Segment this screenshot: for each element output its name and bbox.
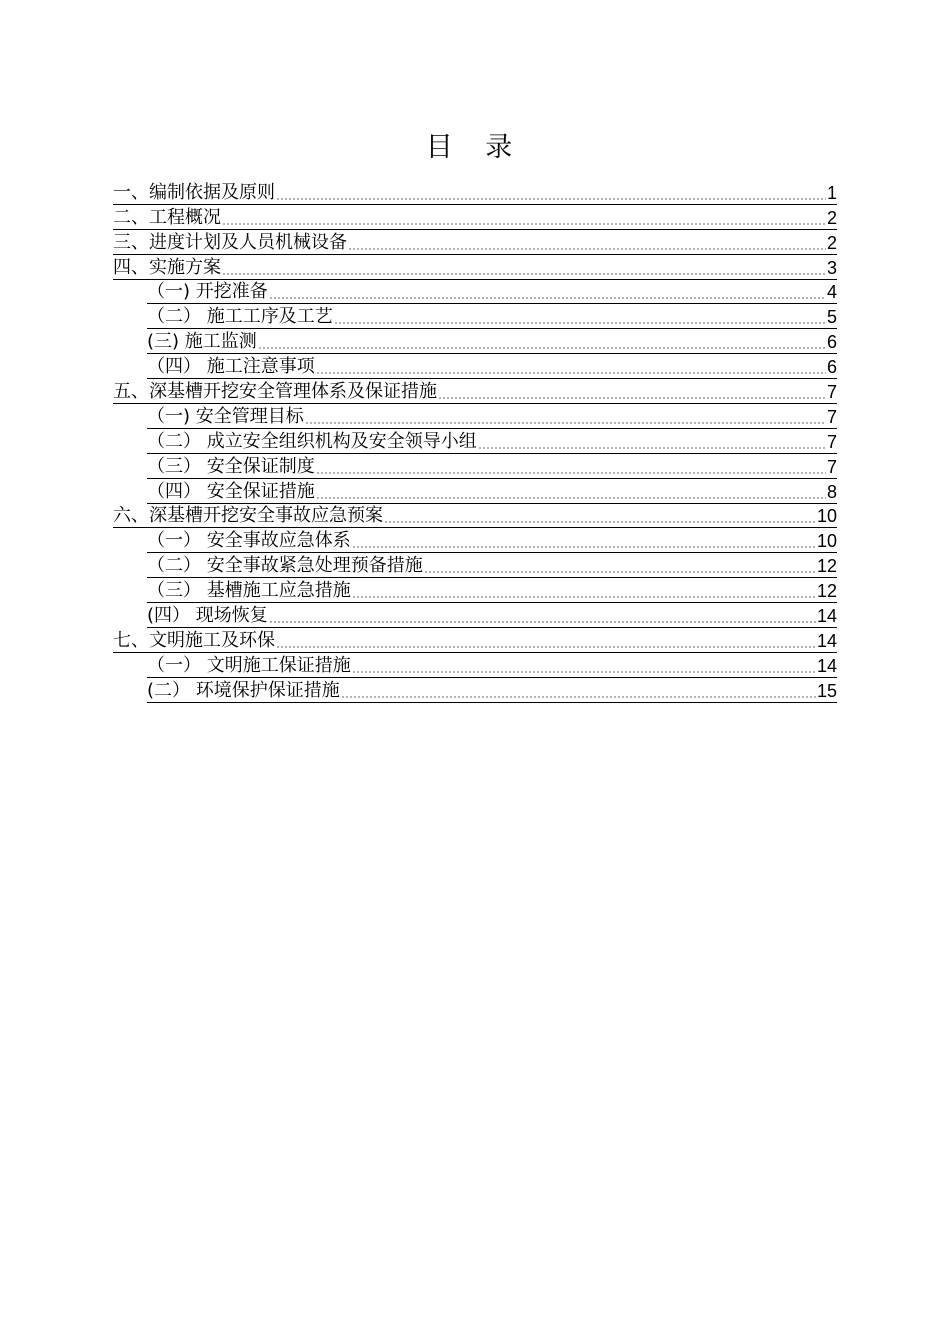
toc-entry[interactable] — [113, 628, 837, 653]
toc-entry-page-number: 7 — [826, 431, 837, 452]
toc-entry[interactable] — [147, 304, 837, 329]
toc-entry-page-number: 14 — [816, 606, 837, 627]
toc-dot-leader — [348, 248, 826, 250]
toc-entry[interactable] — [147, 578, 837, 603]
toc-entry-page-number: 7 — [826, 456, 837, 477]
toc-entry[interactable] — [147, 329, 837, 354]
toc-entry-label: 三、进度计划及人员机械设备 — [113, 231, 347, 253]
toc-entry-label: 六、深基槽开挖安全事故应急预案 — [113, 505, 383, 527]
toc-entry-page-number: 2 — [826, 207, 837, 228]
toc-entry-label: （一) 安全管理目标 — [147, 405, 304, 427]
toc-entry-page-number: 14 — [816, 630, 837, 651]
toc-dot-leader — [316, 472, 826, 474]
toc-entry[interactable] — [113, 379, 837, 404]
toc-entry-page-number: 5 — [826, 307, 837, 328]
table-of-contents — [113, 180, 837, 703]
toc-entry[interactable] — [147, 653, 837, 678]
toc-entry[interactable] — [113, 504, 837, 529]
toc-entry[interactable] — [147, 553, 837, 578]
toc-entry-page-number: 10 — [816, 506, 837, 527]
toc-dot-leader — [269, 297, 826, 299]
toc-entry-page-number: 10 — [816, 531, 837, 552]
toc-entry[interactable] — [113, 255, 837, 280]
toc-entry-page-number: 14 — [816, 655, 837, 676]
toc-entry[interactable] — [147, 280, 837, 305]
toc-entry-page-number: 1 — [826, 182, 837, 203]
toc-entry-page-number: 12 — [816, 556, 837, 577]
toc-dot-leader — [316, 372, 826, 374]
toc-entry[interactable] — [147, 454, 837, 479]
toc-entry[interactable] — [113, 180, 837, 205]
toc-entry-label: （一） 安全事故应急体系 — [147, 530, 351, 552]
toc-entry-label: 七、文明施工及环保 — [113, 629, 275, 651]
toc-dot-leader — [222, 273, 826, 275]
toc-entry-page-number: 2 — [826, 232, 837, 253]
toc-dot-leader — [384, 521, 816, 523]
toc-entry-page-number: 8 — [826, 481, 837, 502]
toc-dot-leader — [341, 696, 816, 698]
toc-entry-label: (二） 环境保护保证措施 — [147, 679, 340, 701]
toc-dot-leader — [258, 347, 826, 349]
toc-dot-leader — [352, 671, 816, 673]
toc-dot-leader — [276, 198, 826, 200]
toc-entry-label: （二） 安全事故紧急处理预备措施 — [147, 555, 423, 577]
toc-entry-page-number: 15 — [816, 680, 837, 701]
toc-dot-leader — [424, 571, 816, 573]
toc-entry-label: 五、深基槽开挖安全管理体系及保证措施 — [113, 381, 437, 403]
toc-entry-page-number: 6 — [826, 332, 837, 353]
toc-dot-leader — [352, 546, 816, 548]
toc-entry-page-number: 6 — [826, 357, 837, 378]
toc-entry-page-number: 7 — [826, 406, 837, 427]
toc-entry[interactable] — [147, 429, 837, 454]
toc-dot-leader — [352, 596, 816, 598]
toc-entry[interactable] — [147, 528, 837, 553]
toc-entry-page-number: 4 — [826, 282, 837, 303]
toc-entry-label: （四） 施工注意事项 — [147, 356, 315, 378]
toc-entry-label: 一、编制依据及原则 — [113, 181, 275, 203]
toc-dot-leader — [316, 497, 826, 499]
toc-dot-leader — [334, 322, 826, 324]
toc-entry[interactable] — [113, 205, 837, 230]
toc-entry[interactable] — [147, 678, 837, 703]
toc-dot-leader — [478, 447, 826, 449]
toc-entry-label: 二、工程概况 — [113, 206, 221, 228]
toc-dot-leader — [269, 621, 816, 623]
toc-entry-label: （四） 安全保证措施 — [147, 480, 315, 502]
toc-dot-leader — [305, 422, 826, 424]
toc-entry-page-number: 12 — [816, 581, 837, 602]
toc-entry[interactable] — [147, 479, 837, 504]
toc-entry-label: 四、实施方案 — [113, 256, 221, 278]
toc-entry-page-number: 7 — [826, 382, 837, 403]
toc-entry-label: (三) 施工监测 — [147, 331, 257, 353]
toc-dot-leader — [438, 397, 826, 399]
toc-dot-leader — [222, 223, 826, 225]
toc-title: 目 录 — [425, 132, 525, 163]
toc-entry[interactable] — [147, 404, 837, 429]
toc-entry-label: （三） 基槽施工应急措施 — [147, 580, 351, 602]
toc-entry-label: （二） 成立安全组织机构及安全领导小组 — [147, 430, 477, 452]
toc-entry-page-number: 3 — [826, 257, 837, 278]
toc-entry[interactable] — [147, 603, 837, 628]
toc-entry[interactable] — [147, 354, 837, 379]
toc-entry[interactable] — [113, 230, 837, 255]
toc-entry-label: （三） 安全保证制度 — [147, 455, 315, 477]
toc-entry-label: （一) 开挖准备 — [147, 281, 268, 303]
toc-entry-label: （一） 文明施工保证措施 — [147, 654, 351, 676]
toc-dot-leader — [276, 646, 816, 648]
toc-entry-label: （二） 施工工序及工艺 — [147, 306, 333, 328]
toc-entry-label: (四） 现场恢复 — [147, 605, 268, 627]
